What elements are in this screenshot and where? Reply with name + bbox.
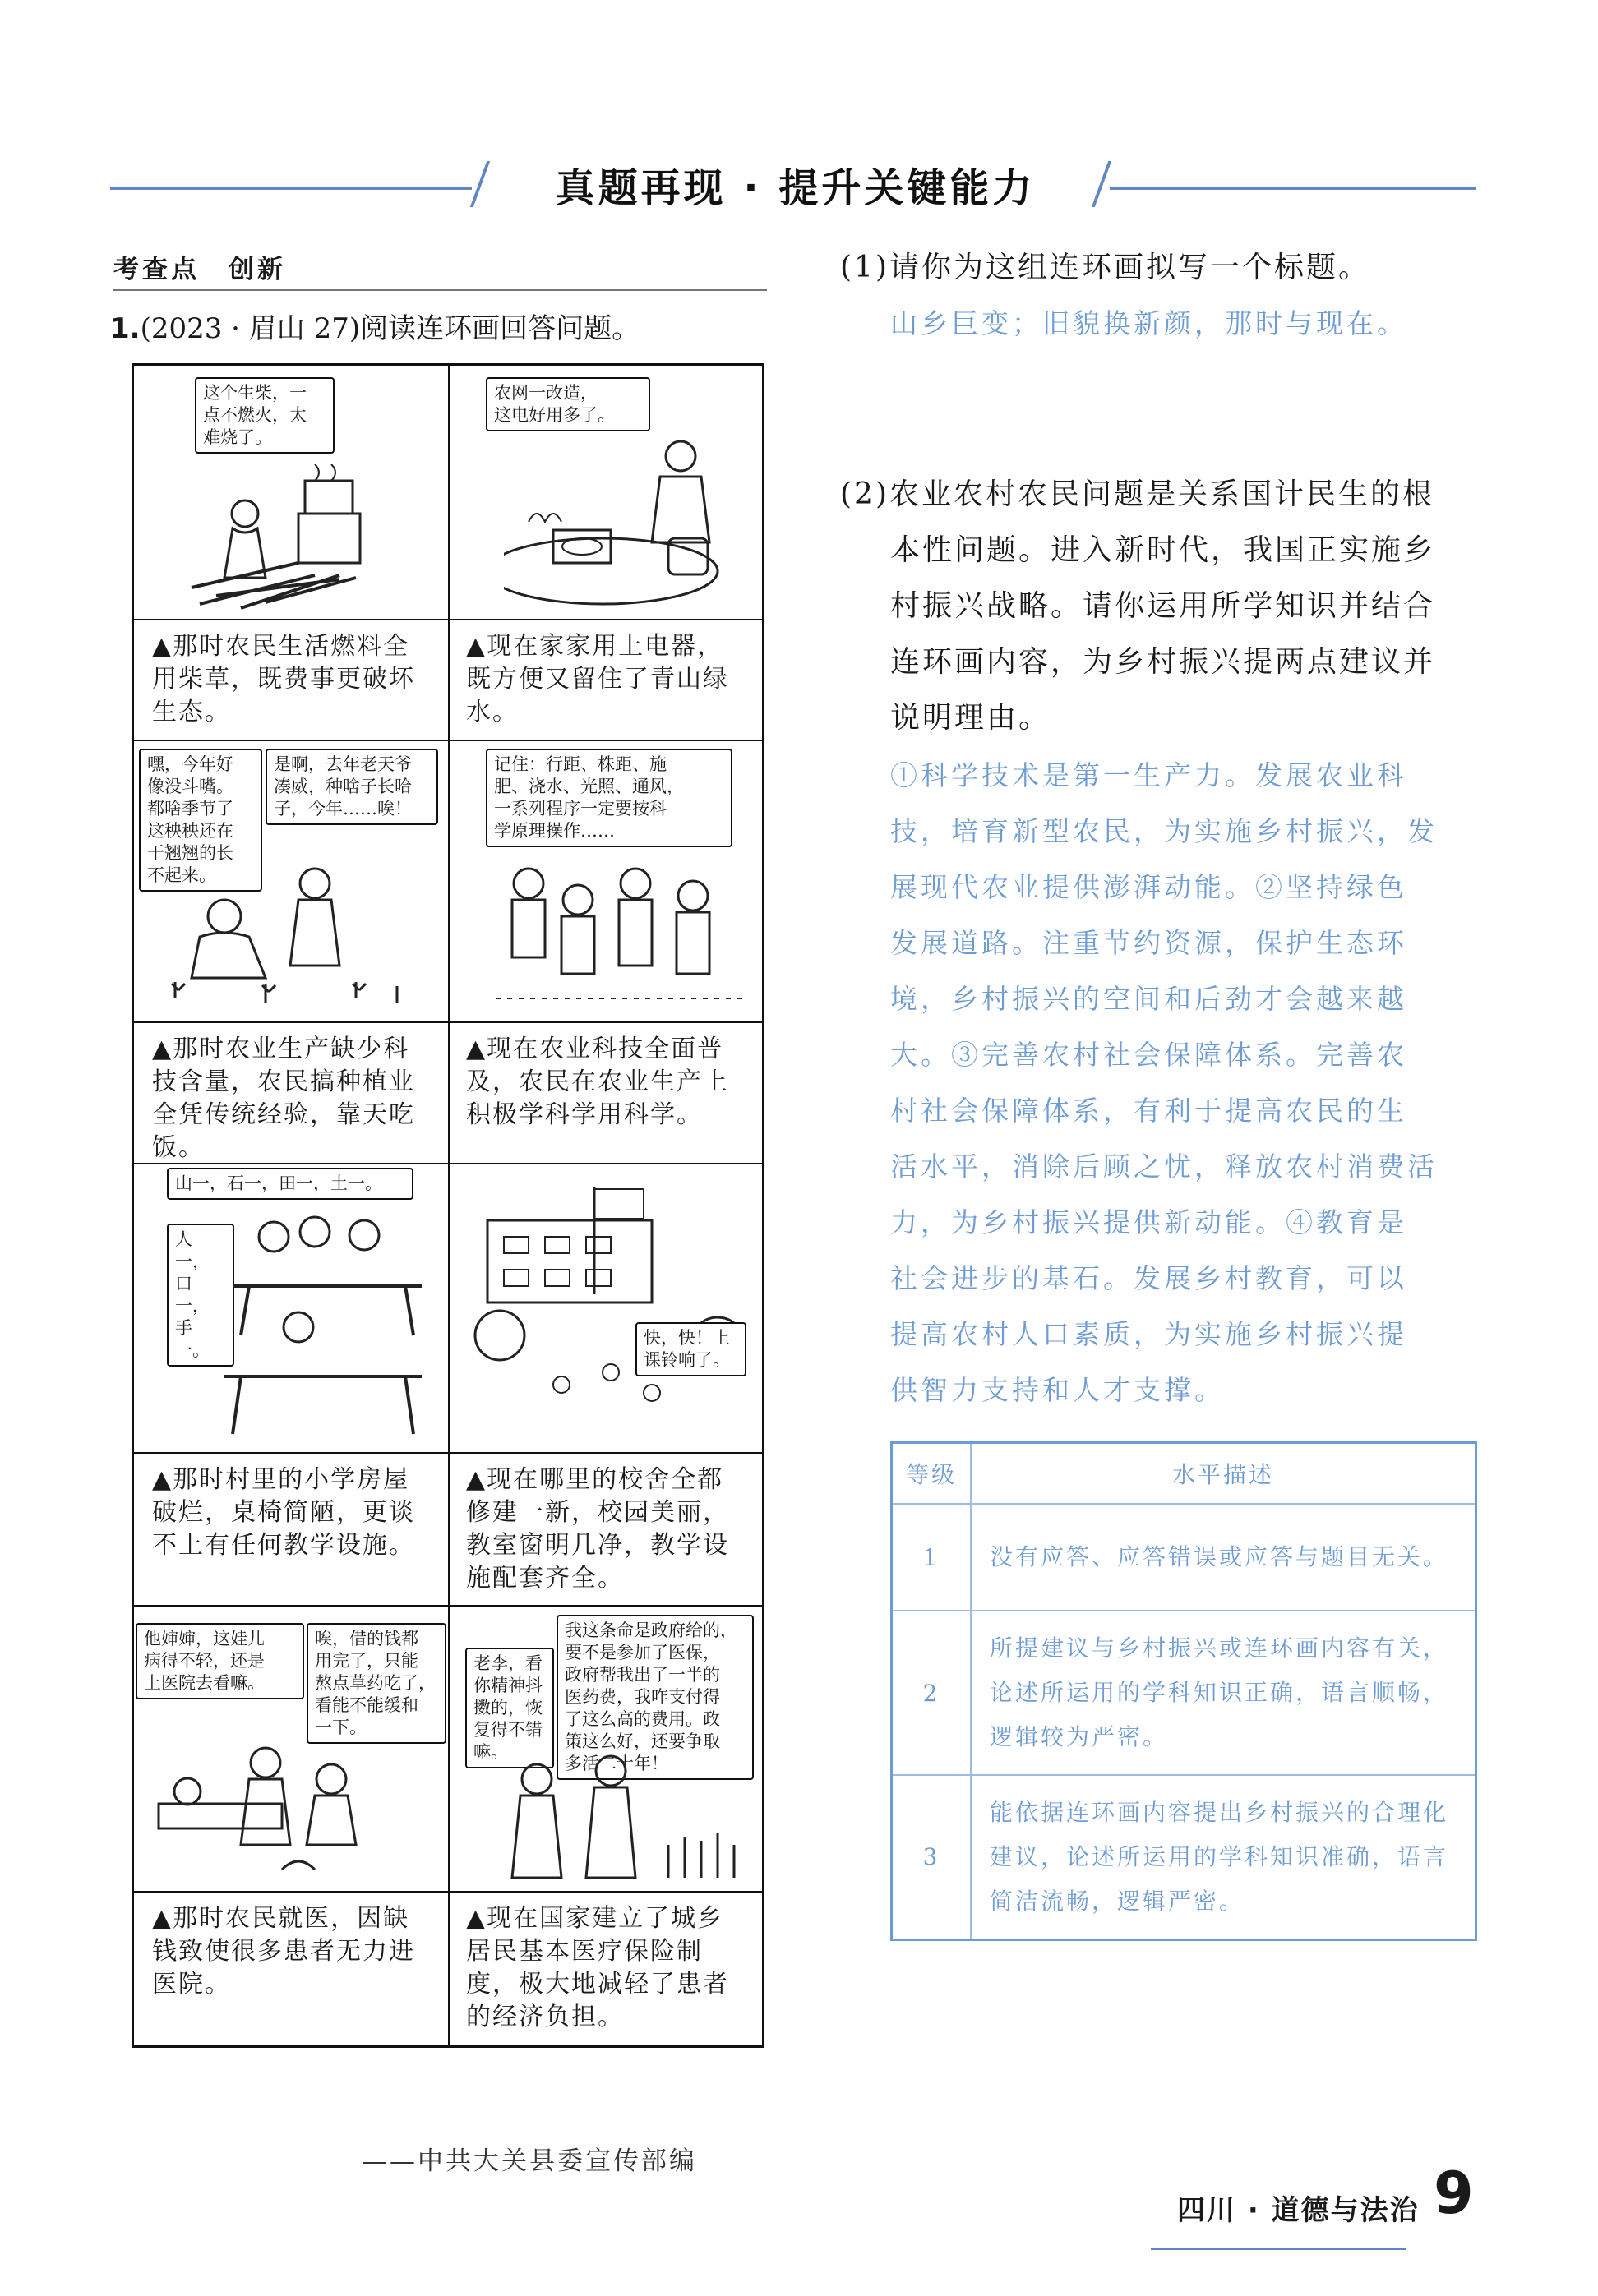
subquestion-2-line: 本性问题。进入新时代，我国正实施乡	[890, 533, 1436, 567]
speech-bubble: 快，快！上 课铃响了。	[635, 1322, 746, 1376]
table-row	[892, 1611, 1476, 1775]
grade-level: 3	[892, 1775, 972, 1939]
speech-bubble: 山一，石一，田一，土一。	[167, 1168, 413, 1200]
answer-2-line: 境，乡村振兴的空间和后劲才会越来越	[890, 983, 1407, 1015]
answer-2-line: 力，为乡村振兴提供新动能。④教育是	[890, 1206, 1407, 1238]
panel-caption: ▲那时村里的小学房屋破烂，桌椅简陋，更谈不上有任何教学设施。	[152, 1465, 415, 1560]
answer-2-line: ①科学技术是第一生产力。发展农业科	[890, 759, 1407, 791]
comic-row-divider	[134, 1605, 762, 1607]
grade-level: 1	[892, 1504, 972, 1611]
speech-bubble: 老李，看 你精神抖 擞的，恢 复得不错 嘛。	[465, 1648, 554, 1768]
speech-bubble: 记住：行距、株距、施 肥、浇水、光照、通风， 一系列程序一定要按科 学原理操作……	[486, 749, 732, 847]
section-label: 考查点 创新	[113, 255, 286, 284]
comic-strip	[132, 363, 764, 2048]
speech-bubble: 我这条命是政府给的， 要不是参加了医保， 政府帮我出了一半的 医药费，我咋支付得 了这么高的费用。政 策这么好，还要争取 多活二十年！	[557, 1615, 754, 1780]
woman-cooking-with-electric-stove-illustration	[504, 431, 751, 612]
answer-2-line: 发展道路。注重节约资源，保护生态环	[890, 927, 1407, 959]
subquestion-1: (1)请你为这组连环画拟写一个标题。	[840, 251, 1370, 284]
farmers-learning-science-illustration	[479, 851, 759, 1015]
answer-2-line: 大。③完善农村社会保障体系。完善农	[890, 1039, 1407, 1071]
page-number: 9	[1434, 2160, 1474, 2227]
woman-burning-firewood-illustration	[183, 464, 430, 612]
header-slash-left	[470, 161, 490, 207]
subquestion-2-line: (2)农业农村农民问题是关系国计民生的根	[840, 477, 1434, 511]
question-text: (2023 · 眉山 27)阅读连环画回答问题。	[140, 312, 640, 345]
panel-caption: ▲那时农业生产缺少科技含量，农民搞种植业全凭传统经验，靠天吃饭。	[152, 1035, 415, 1162]
panel-caption: ▲那时农民生活燃料全用柴草，既费事更破坏生态。	[152, 632, 415, 726]
speech-bubble: 这个生柴，一 点不燃火，太 难烧了。	[195, 377, 335, 454]
answer-2-line: 供智力支持和人才支撑。	[890, 1374, 1225, 1406]
grading-table	[890, 1441, 1477, 1941]
table-row	[892, 1775, 1476, 1939]
panel-caption: ▲那时农民就医，因缺钱致使很多患者无力进医院。	[152, 1904, 415, 1999]
page-section-title: 真题再现 · 提升关键能力	[555, 165, 1036, 211]
question-1	[110, 306, 640, 346]
comic-row-divider	[134, 1021, 762, 1023]
panel-caption: ▲现在国家建立了城乡居民基本医疗保险制度，极大地减轻了患者的经济负担。	[466, 1904, 729, 2031]
speech-bubble: 人一， 口一， 手一。	[167, 1224, 234, 1367]
speech-bubble: 农网一改造， 这电好用多了。	[486, 377, 650, 431]
grade-description: 所提建议与乡村振兴或连环画内容有关，论述所运用的学科知识正确，语言顺畅，逻辑较为严密。	[971, 1611, 1476, 1775]
footer-rule	[1151, 2248, 1406, 2250]
new-school-building-illustration	[471, 1179, 759, 1442]
comic-row-divider	[134, 740, 762, 741]
comic-column-divider	[448, 366, 450, 2045]
panel-caption: ▲现在家家用上电器，既方便又留住了青山绿水。	[466, 632, 729, 726]
two-farmers-talking-illustration	[471, 1754, 759, 1886]
grade-description: 没有应答、应答错误或应答与题目无关。	[971, 1504, 1476, 1611]
grading-table-header	[892, 1443, 1476, 1505]
speech-bubble: 唉，借的钱都 用完了，只能 熬点草药吃了， 看能不能缓和 一下。	[307, 1623, 446, 1744]
answer-2-line: 社会进步的基石。发展乡村教育，可以	[890, 1262, 1407, 1294]
header-rule-left	[110, 187, 472, 190]
speech-bubble: 是啊，去年老天爷 凑威，种啥子长哈 子，今年……唉！	[266, 749, 438, 825]
answer-1: 山乡巨变；旧貌换新颜，那时与现在。	[890, 307, 1407, 339]
section-divider	[113, 289, 767, 291]
answer-2-line: 村社会保障体系，有利于提高农民的生	[890, 1095, 1407, 1127]
speech-bubble: 他婶婶，这娃儿 病得不轻，还是 上医院去看嘛。	[136, 1623, 304, 1699]
subquestion-2-line: 连环画内容，为乡村振兴提两点建议并	[890, 645, 1436, 679]
answer-2-line: 技，培育新型农民，为实施乡村振兴，发	[890, 815, 1438, 847]
answer-2-line: 展现代农业提供澎湃动能。②坚持绿色	[890, 871, 1407, 903]
sick-patient-and-family-illustration	[150, 1746, 438, 1886]
grade-level: 2	[892, 1611, 972, 1775]
grading-header-desc: 水平描述	[971, 1443, 1476, 1505]
grading-header-level: 等级	[892, 1443, 972, 1505]
answer-2-line: 活水平，消除后顾之忧，释放农村消费活	[890, 1150, 1438, 1183]
panel-caption: ▲现在哪里的校舍全都修建一新，校园美丽，教室窗明几净，教学设施配套齐全。	[466, 1465, 729, 1593]
children-in-old-classroom-illustration	[216, 1212, 438, 1442]
question-number: 1.	[110, 312, 141, 345]
subquestion-2-line: 村振兴战略。请你运用所学知识并结合	[890, 589, 1436, 623]
table-row	[892, 1504, 1476, 1611]
grade-description: 能依据连环画内容提出乡村振兴的合理化建议，论述所运用的学科知识准确，语言简洁流畅，逻辑严密。	[971, 1775, 1476, 1939]
panel-caption: ▲现在农业科技全面普及，农民在农业生产上积极学科学用科学。	[466, 1035, 729, 1129]
comic-source: ——中共大关县委宣传部编	[362, 2146, 697, 2176]
subquestion-2-line: 说明理由。	[890, 701, 1051, 735]
footer-subject: 四川 · 道德与法治	[1177, 2194, 1420, 2227]
speech-bubble: 嘿，今年好 像没斗嘴。 都啥季节了 这秧秧还在 干翘翘的长 不起来。	[139, 749, 262, 892]
header-rule-right	[1110, 187, 1476, 190]
farmers-inspecting-seedlings-illustration	[150, 859, 438, 1015]
comic-row-divider	[134, 1452, 762, 1454]
comic-row-divider	[134, 1891, 762, 1893]
comic-row-divider	[134, 619, 762, 620]
answer-2-line: 提高农村人口素质，为实施乡村振兴提	[890, 1318, 1407, 1350]
